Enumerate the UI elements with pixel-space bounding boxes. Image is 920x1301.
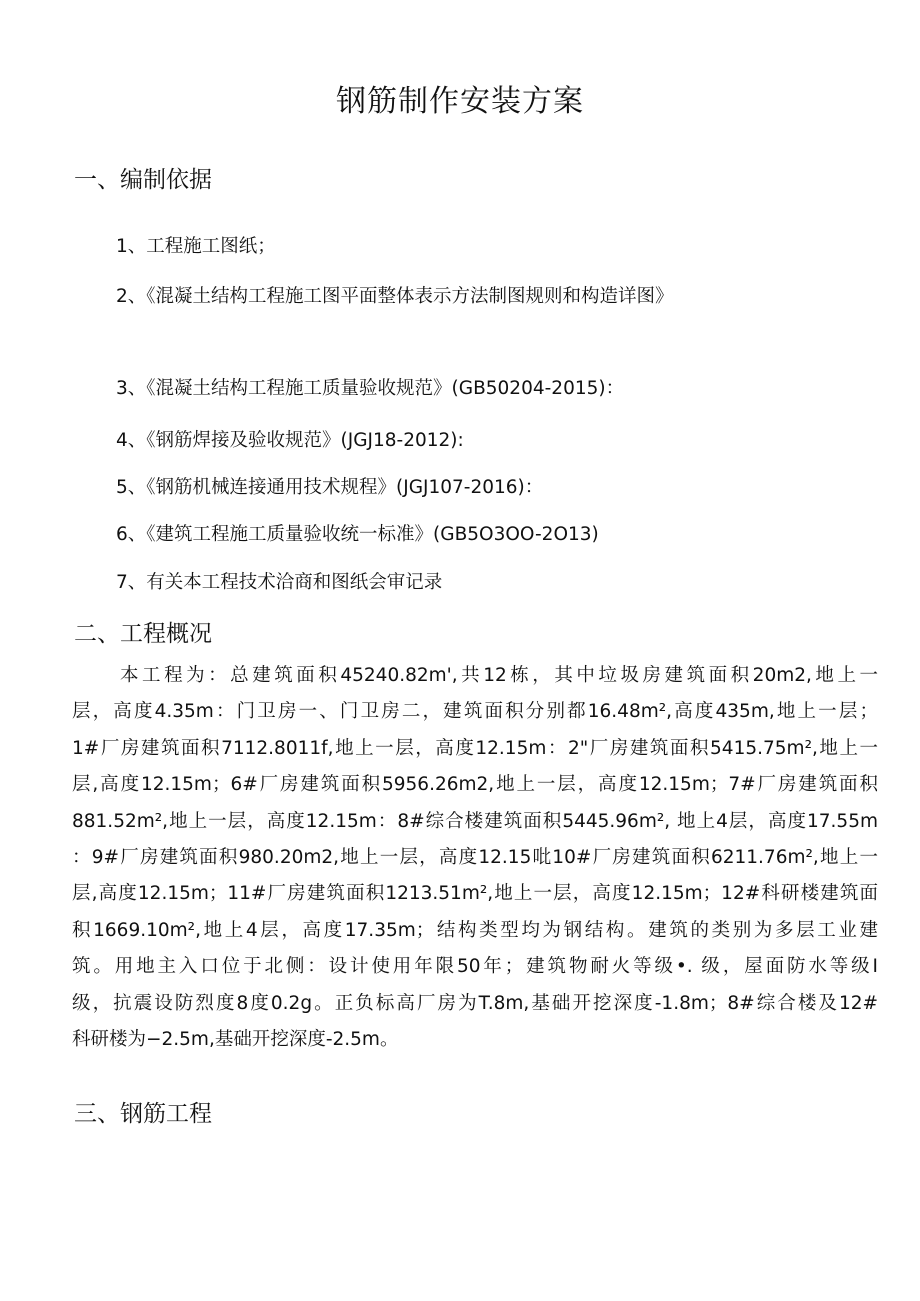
page-title: 钢筋制作安装方案: [336, 84, 584, 119]
basis-item-6: 6、《建筑工程施工质量验收统一标准》(GB5O3OO-2O13): [116, 524, 599, 545]
overview-line: 积1669.10m²,地上4层，高度17.35m；结构类型均为钢结构。建筑的类别为多层工业建: [72, 919, 878, 941]
basis-item-2: 2、《混凝土结构工程施工图平面整体表示方法制图规则和构造详图》: [116, 286, 674, 307]
basis-item-3: 3、《混凝土结构工程施工质量验收规范》(GB50204-2015)：: [116, 378, 625, 399]
overview-line: 层,高度12.15m；11#厂房建筑面积1213.51m²,地上一层，高度12.15m；12#科研楼建筑面: [72, 883, 878, 905]
overview-line: 1#厂房建筑面积7112.8011f,地上一层，高度12.15m：2"厂房建筑面积5415.75m²,地上一: [72, 737, 878, 759]
overview-line: ：9#厂房建筑面积980.20m2,地上一层，高度12.15吡10#厂房建筑面积6211.76m²,地上一: [72, 846, 878, 868]
overview-line: 级，抗震设防烈度8度0.2g。正负标高厂房为T.8m,基础开挖深度-1.8m；8#综合楼及12#: [72, 992, 878, 1014]
section-heading-basis: 一、编制依据: [74, 167, 212, 193]
basis-item-1: 1、工程施工图纸；: [116, 236, 276, 257]
basis-item-4: 4、《钢筋焊接及验收规范》(JGJ18-2012):: [116, 430, 464, 451]
basis-item-5: 5、《钢筋机械连接通用技术规程》(JGJ107-2016)：: [116, 477, 544, 498]
overview-line: 层，高度4.35m：门卫房一、门卫房二，建筑面积分别都16.48m²,高度435m,地上一层；: [72, 701, 878, 723]
overview-line: 科研楼为−2.5m,基础开挖深度-2.5m。: [72, 1028, 399, 1050]
overview-line: 筑。用地主入口位于北侧：设计使用年限50年；建筑物耐火等级•. 级，屋面防水等级I: [72, 956, 878, 978]
section-heading-overview: 二、工程概况: [74, 621, 212, 647]
overview-line: 881.52m²,地上一层，高度12.15m：8#综合楼建筑面积5445.96m², 地上4层，高度17.55m: [72, 810, 878, 832]
overview-paragraph: [72, 658, 878, 1058]
basis-item-7: 7、有关本工程技术洽商和图纸会审记录: [116, 572, 443, 593]
section-heading-rebar: 三、钢筋工程: [74, 1101, 212, 1127]
overview-line: 层,高度12.15m；6#厂房建筑面积5956.26m2,地上一层，高度12.15m；7#厂房建筑面积: [72, 774, 878, 796]
overview-line: 本工程为：总建筑面积45240.82m',共12栋，其中垃圾房建筑面积20m2,地上一: [120, 665, 878, 686]
